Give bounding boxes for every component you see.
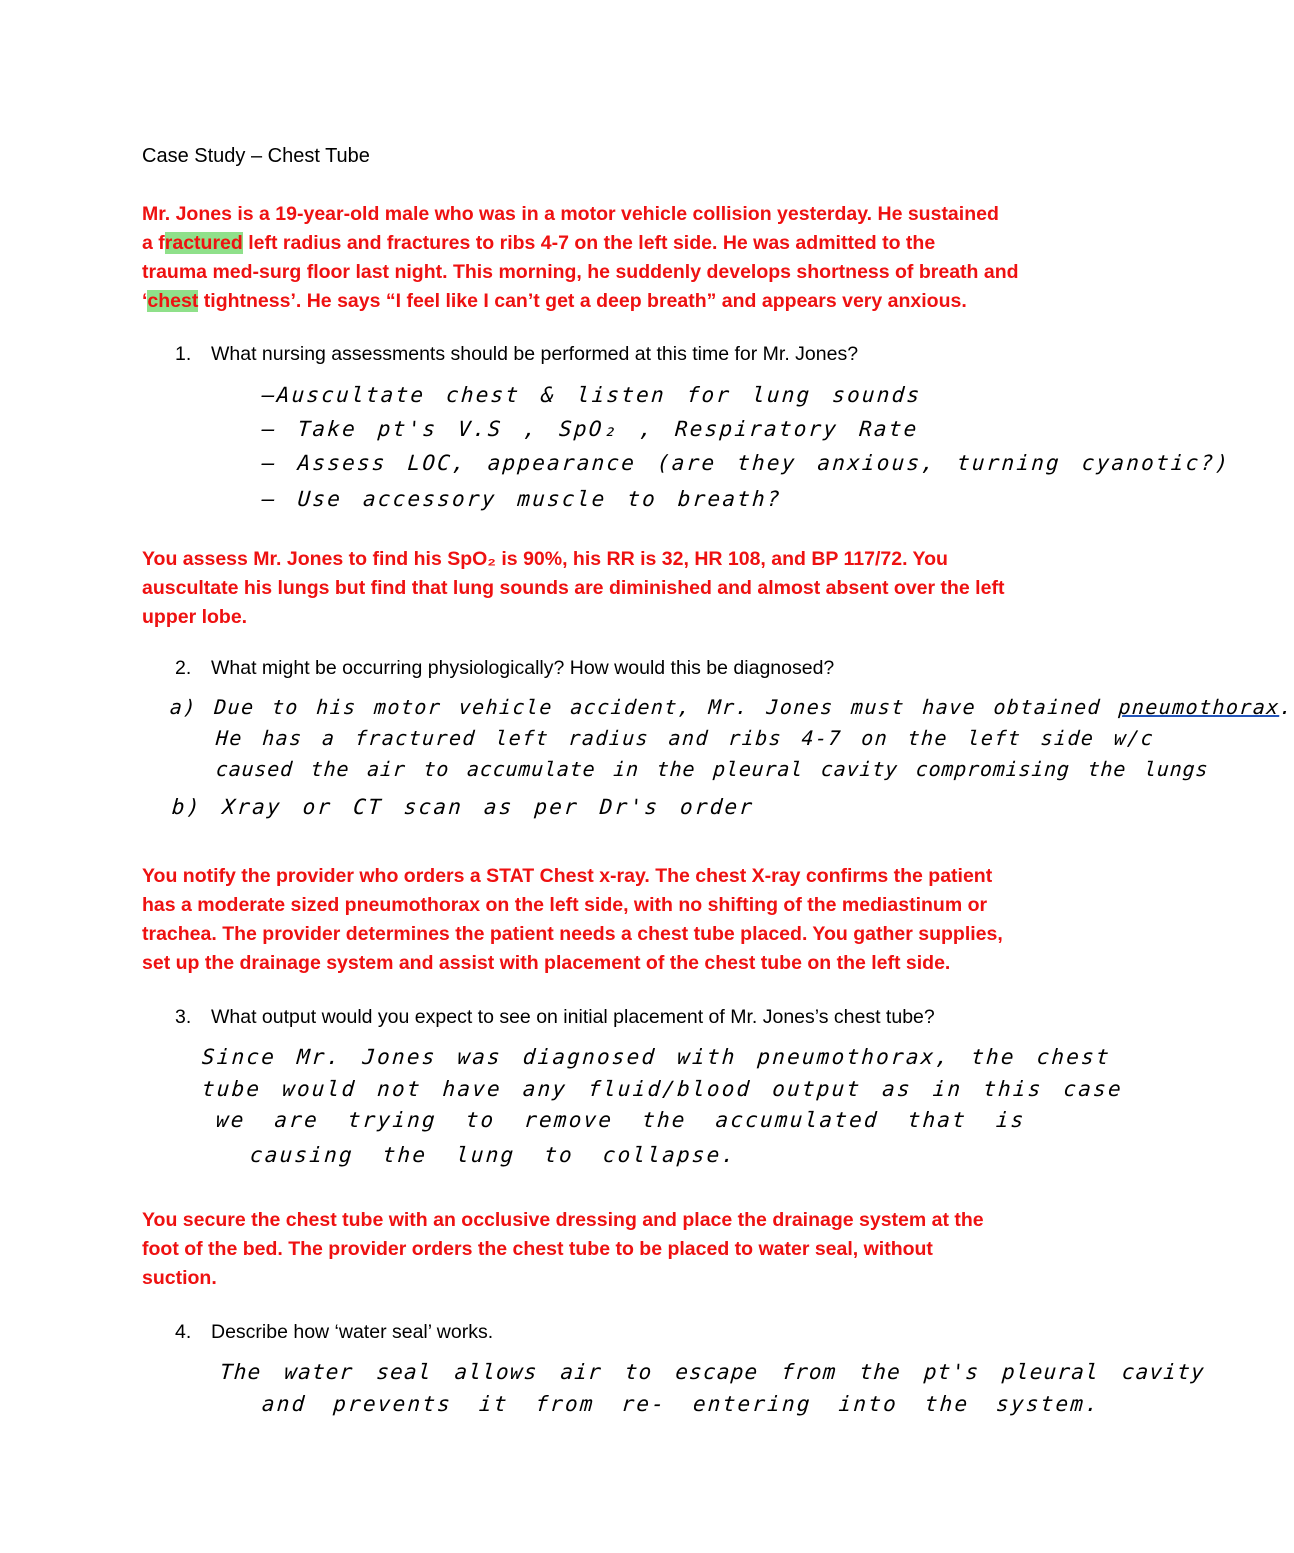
handwritten-answer-line: —Auscultate chest & listen for lung sounds	[261, 383, 923, 407]
scenario-line: trachea. The provider determines the patient needs a chest tube placed. You gather supplies,	[142, 923, 1003, 945]
handwritten-answer-line: tube would not have any fluid/blood output as in this case	[201, 1077, 1124, 1101]
scenario-line: upper lobe.	[142, 606, 248, 628]
text-span: ‘	[142, 290, 148, 312]
scenario-line: Mr. Jones is a 19-year-old male who was in a motor vehicle collision yesterday. He sustained	[142, 203, 999, 225]
question-text: What nursing assessments should be performed at this time for Mr. Jones?	[211, 343, 859, 365]
scenario-line: trauma med-surg floor last night. This morning, he suddenly develops shortness of breath and	[142, 261, 1019, 283]
scenario-line	[142, 287, 1019, 316]
scenario-line	[142, 229, 1019, 258]
handwritten-answer-line: — Take pt's V.S , SpO₂ , Respiratory Rate	[261, 417, 920, 441]
scenario-line: has a moderate sized pneumothorax on the left side, with no shifting of the mediastinum or	[142, 894, 988, 916]
handwritten-answer-line	[169, 695, 1294, 719]
text-span: .	[1279, 695, 1294, 719]
handwritten-answer-line: — Use accessory muscle to breath?	[261, 487, 783, 511]
scenario-line: suction.	[142, 1267, 217, 1289]
scenario-line: foot of the bed. The provider orders the chest tube to be placed to water seal, without	[142, 1238, 933, 1260]
document-title: Case Study – Chest Tube	[142, 145, 370, 167]
underlined-term: pneumothorax	[1117, 695, 1281, 719]
highlighted-word: chest	[147, 290, 199, 312]
handwritten-answer-line: causing the lung to collapse.	[249, 1143, 738, 1167]
scenario-line: set up the drainage system and assist with placement of the chest tube on the left side.	[142, 952, 951, 974]
scenario-line: You assess Mr. Jones to find his SpO₂ is 90%, his RR is 32, HR 108, and BP 117/72. You	[142, 548, 948, 570]
scenario-paragraph-4	[142, 1206, 984, 1293]
scenario-paragraph-1	[142, 200, 1019, 316]
question-2	[175, 657, 834, 680]
scenario-paragraph-2	[142, 545, 1004, 632]
highlighted-word: ractured	[164, 232, 243, 254]
text-span: tightness’. He says “I feel like I can’t get a deep breath” and appears very anxious.	[198, 290, 967, 312]
text-span: left radius and fractures to ribs 4-7 on the left side. He was admitted to the	[242, 232, 936, 254]
scenario-line: auscultate his lungs but find that lung sounds are diminished and almost absent over the left	[142, 577, 1005, 599]
scenario-line: You secure the chest tube with an occlusive dressing and place the drainage system at the	[142, 1209, 984, 1231]
handwritten-answer-line: The water seal allows air to escape from the pt's pleural cavity	[219, 1360, 1206, 1384]
question-1	[175, 343, 858, 366]
question-3	[175, 1006, 935, 1029]
scenario-paragraph-3	[142, 862, 1003, 978]
question-text: What might be occurring physiologically? How would this be diagnosed?	[211, 657, 835, 679]
question-number: 3.	[175, 1006, 192, 1028]
handwritten-answer-line: b) Xray or CT scan as per Dr's order	[171, 795, 756, 819]
handwritten-answer-line: we are trying to remove the accumulated that is	[215, 1108, 1027, 1132]
question-number: 4.	[175, 1321, 192, 1343]
question-text: Describe how ‘water seal’ works.	[211, 1321, 494, 1343]
question-text: What output would you expect to see on initial placement of Mr. Jones’s chest tube?	[211, 1006, 935, 1028]
question-number: 2.	[175, 657, 192, 679]
handwritten-answer-line: and prevents it from re- entering into the system.	[261, 1392, 1101, 1416]
question-4	[175, 1321, 493, 1344]
handwritten-answer-line: — Assess LOC, appearance (are they anxious, turning cyanotic?)	[261, 451, 1232, 475]
handwritten-answer-line: He has a fractured left radius and ribs 4-7 on the left side w/c	[215, 726, 1156, 750]
scenario-line: You notify the provider who orders a STAT Chest x-ray. The chest X-ray confirms the patient	[142, 865, 993, 887]
handwritten-answer-line: Since Mr. Jones was diagnosed with pneumothorax, the chest	[201, 1045, 1112, 1069]
text-span: a) Due to his motor vehicle accident, Mr. Jones must have obtained	[169, 695, 1120, 719]
handwritten-answer-line: caused the air to accumulate in the pleural cavity compromising the lungs	[215, 757, 1210, 781]
question-number: 1.	[175, 343, 192, 365]
text-span: a f	[142, 232, 165, 254]
